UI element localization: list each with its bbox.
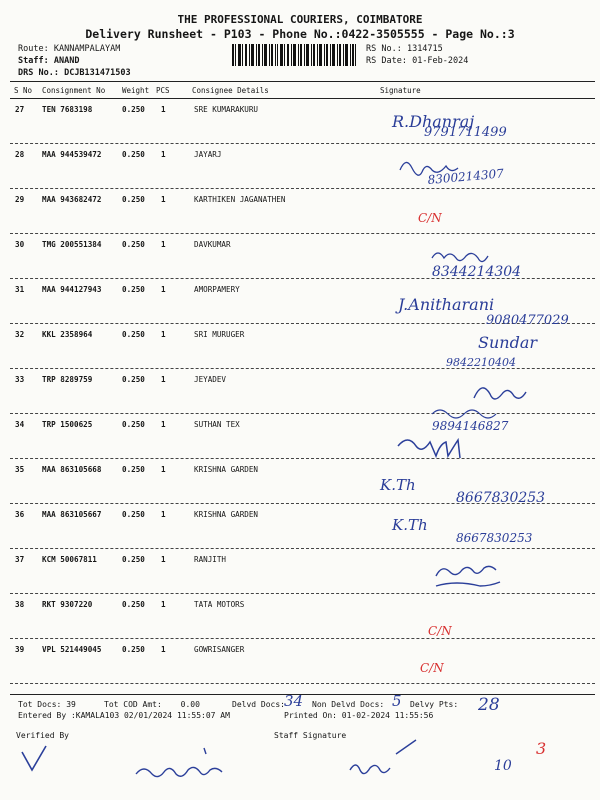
row-consignee: RANJITH — [194, 555, 227, 564]
tot-docs-label: Tot Docs: — [18, 700, 62, 709]
signature-31: J.Anitharani — [398, 295, 495, 314]
table-row — [0, 504, 600, 549]
signature-27: R.Dhanraj — [392, 112, 475, 131]
non-delvd-docs-label: Non Delvd Docs: — [312, 700, 385, 709]
row-pcs: 1 — [161, 600, 166, 609]
row-consignment-no: TMG 200551384 — [42, 240, 102, 249]
row-consignee: TATA MOTORS — [194, 600, 245, 609]
row-sno: 33 — [15, 375, 25, 384]
staff-value: ANAND — [53, 56, 80, 66]
printed-on: Printed On: 01-02-2024 11:55:56 — [284, 711, 434, 720]
row-weight: 0.250 — [122, 330, 145, 339]
staff-label: Staff: — [18, 56, 49, 66]
row-consignee: SRI MURUGER — [194, 330, 245, 339]
row-consignee: JAYARJ — [194, 150, 222, 159]
col-weight: Weight — [122, 86, 150, 95]
col-signature: Signature — [380, 86, 421, 95]
row-sno: 27 — [15, 105, 25, 114]
table-row — [0, 189, 600, 234]
row-consignment-no: MAA 944539472 — [42, 150, 102, 159]
row-sno: 36 — [15, 510, 25, 519]
route-label: Route: — [18, 44, 49, 54]
row-weight: 0.250 — [122, 555, 145, 564]
row-consignment-no: MAA 863105667 — [42, 510, 102, 519]
row-pcs: 1 — [161, 645, 166, 654]
col-consignee: Consignee Details — [192, 86, 269, 95]
rs-date-line — [366, 56, 468, 66]
header-rule-top — [10, 81, 595, 82]
row-weight: 0.250 — [122, 510, 145, 519]
row-consignee: DAVKUMAR — [194, 240, 231, 249]
company-title: THE PROFESSIONAL COURIERS, COIMBATORE — [177, 13, 423, 26]
row-consignment-no: TEN 7683198 — [42, 105, 93, 114]
row-pcs: 1 — [161, 555, 166, 564]
route-line — [18, 44, 120, 54]
table-row — [0, 99, 600, 144]
signature-35: K.Th — [380, 476, 416, 494]
row-consignment-no: TRP 1500625 — [42, 420, 93, 429]
table-row — [0, 144, 600, 189]
table-row — [0, 369, 600, 414]
row-consignee: AMORPAMERY — [194, 285, 240, 294]
row-sno: 34 — [15, 420, 25, 429]
row-weight: 0.250 — [122, 240, 145, 249]
row-pcs: 1 — [161, 285, 166, 294]
phone-34: 9894146827 — [432, 419, 509, 433]
barcode-image — [232, 44, 356, 66]
runsheet-table-body — [0, 99, 600, 684]
phone-30: 8344214304 — [432, 264, 522, 280]
table-row — [0, 234, 600, 279]
row-consignment-no: KCM 50067811 — [42, 555, 97, 564]
table-row — [0, 414, 600, 459]
phone-35: 8667830253 — [456, 490, 546, 506]
col-sno: S No — [14, 86, 33, 95]
row-sno: 29 — [15, 195, 25, 204]
table-row — [0, 324, 600, 369]
drs-line — [18, 68, 131, 78]
row-weight: 0.250 — [122, 465, 145, 474]
footer-rule — [10, 694, 595, 695]
staff-signature-scribble — [350, 740, 416, 774]
delvy-pts-label: Delvy Pts: — [410, 700, 459, 709]
row-weight: 0.250 — [122, 195, 145, 204]
row-consignee: KRISHNA GARDEN — [194, 465, 259, 474]
row-sno: 38 — [15, 600, 25, 609]
row-consignee: SUTHAN TEX — [194, 420, 240, 429]
rs-no-label: RS No.: — [366, 44, 402, 54]
row-pcs: 1 — [161, 375, 166, 384]
delvy-pts-handwritten: 28 — [478, 695, 500, 715]
col-consignment: Consignment No — [42, 86, 106, 95]
tot-docs-value: 39 — [66, 700, 76, 709]
drs-value: DCJB131471503 — [64, 68, 131, 78]
row-sno: 30 — [15, 240, 25, 249]
table-row — [0, 279, 600, 324]
row-consignee: KARTHIKEN JAGANATHEN — [194, 195, 286, 204]
row-sno: 31 — [15, 285, 25, 294]
row-weight: 0.250 — [122, 600, 145, 609]
table-row — [0, 639, 600, 684]
rs-date-label: RS Date: — [366, 56, 407, 66]
row-pcs: 1 — [161, 105, 166, 114]
phone-28: 8300214307 — [427, 166, 505, 187]
row-pcs: 1 — [161, 150, 166, 159]
row-consignee: KRISHNA GARDEN — [194, 510, 259, 519]
row-pcs: 1 — [161, 240, 166, 249]
tot-cod — [104, 700, 200, 709]
row-consignee: GOWRISANGER — [194, 645, 245, 654]
row-pcs: 1 — [161, 330, 166, 339]
phone-27: 9791711499 — [424, 125, 507, 140]
delvd-docs-label: Delvd Docs: — [232, 700, 285, 709]
row-weight: 0.250 — [122, 150, 145, 159]
row-pcs: 1 — [161, 420, 166, 429]
phone-31: 9080477029 — [486, 313, 569, 328]
delvd-docs-handwritten: 34 — [284, 692, 304, 710]
row-separator — [10, 683, 595, 684]
row-consignee: SRE KUMARAKURU — [194, 105, 259, 114]
row-weight: 0.250 — [122, 645, 145, 654]
non-delvd-handwritten: 5 — [392, 692, 402, 710]
row-sno: 37 — [15, 555, 25, 564]
table-row — [0, 459, 600, 504]
col-pcs: PCS — [156, 86, 170, 95]
row-sno: 35 — [15, 465, 25, 474]
row-consignment-no: MAA 944127943 — [42, 285, 102, 294]
runsheet-subtitle: Delivery Runsheet - P103 - Phone No.:0422-3505555 - Page No.:3 — [85, 27, 515, 41]
staff-signature-label: Staff Signature — [274, 731, 347, 740]
rs-date-value: 01-Feb-2024 — [412, 56, 469, 66]
tot-cod-value: 0.00 — [180, 700, 200, 709]
row-consignment-no: KKL 2358964 — [42, 330, 93, 339]
note-29: C/N — [418, 211, 442, 225]
staff-line — [18, 56, 79, 66]
row-pcs: 1 — [161, 195, 166, 204]
row-consignment-no: MAA 943682472 — [42, 195, 102, 204]
signature-36: K.Th — [392, 516, 428, 534]
entered-by: Entered By :KAMALA103 02/01/2024 11:55:07 AM — [18, 711, 230, 720]
phone-36: 8667830253 — [456, 531, 533, 545]
row-consignment-no: MAA 863105668 — [42, 465, 102, 474]
verified-signature-scribble — [136, 748, 222, 777]
phone-32: 9842210404 — [446, 356, 516, 369]
handwritten-3: 3 — [536, 739, 547, 758]
rs-no-line — [366, 44, 443, 54]
row-consignment-no: RKT 9307220 — [42, 600, 93, 609]
row-consignment-no: TRP 8289759 — [42, 375, 93, 384]
drs-label: DRS No.: — [18, 68, 59, 78]
rs-no-value: 1314715 — [406, 44, 443, 54]
row-sno: 32 — [15, 330, 25, 339]
row-sno: 39 — [15, 645, 25, 654]
row-weight: 0.250 — [122, 375, 145, 384]
row-weight: 0.250 — [122, 420, 145, 429]
tot-cod-label: Tot COD Amt: — [104, 700, 162, 709]
handwritten-10: 10 — [494, 758, 512, 774]
row-consignee: JEYADEV — [194, 375, 227, 384]
row-weight: 0.250 — [122, 285, 145, 294]
row-pcs: 1 — [161, 510, 166, 519]
verified-tick-mark — [22, 746, 46, 770]
signature-32: Sundar — [478, 333, 537, 352]
row-weight: 0.250 — [122, 105, 145, 114]
verified-by-label: Verified By — [16, 731, 69, 740]
table-row — [0, 594, 600, 639]
note-38: C/N — [428, 624, 452, 638]
tot-docs — [18, 700, 76, 709]
row-sno: 28 — [15, 150, 25, 159]
note-39: C/N — [420, 661, 444, 675]
route-value: KANNAMPALAYAM — [53, 44, 121, 54]
table-row — [0, 549, 600, 594]
row-pcs: 1 — [161, 465, 166, 474]
row-consignment-no: VPL 521449045 — [42, 645, 102, 654]
